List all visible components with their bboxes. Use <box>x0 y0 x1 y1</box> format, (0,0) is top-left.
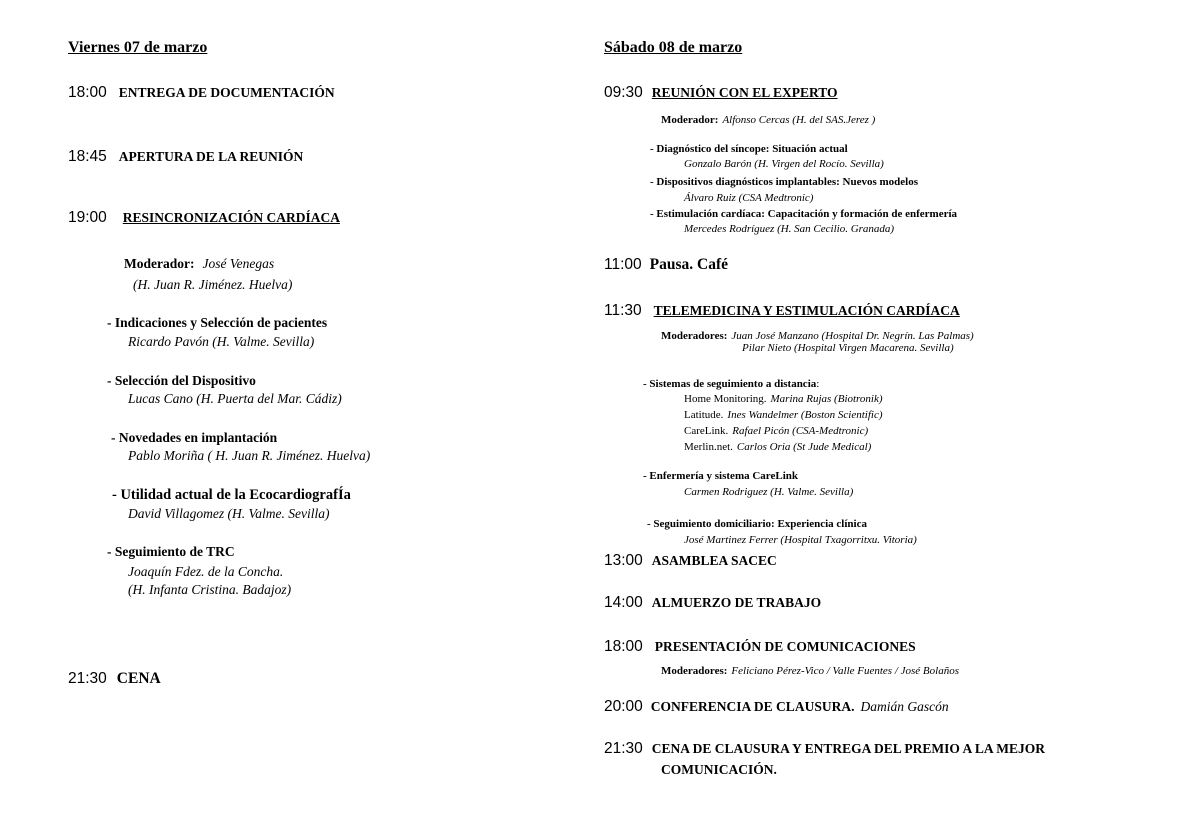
moderator-name: Alfonso Cercas (H. del SAS.Jerez ) <box>722 114 876 126</box>
system-name: Latitude. <box>684 409 724 421</box>
friday-entry-dinner <box>68 670 161 688</box>
talk-speaker: Ricardo Pavón (H. Valme. Sevilla) <box>128 334 315 349</box>
talk-speaker: Joaquín Fdez. de la Concha. <box>128 564 284 579</box>
topic-colon: : <box>816 378 820 390</box>
time-label: 20:00 <box>604 698 643 715</box>
friday-moderator <box>124 255 274 273</box>
talk-speaker: Mercedes Rodríguez (H. San Cecilio. Granada) <box>684 223 895 235</box>
talk-speaker: Lucas Cano (H. Puerta del Mar. Cádiz) <box>128 391 342 406</box>
session-title: RESINCRONIZACIÓN CARDÍACA <box>122 210 340 225</box>
session-title-continued: COMUNICACIÓN. <box>661 762 777 777</box>
session-title: ENTREGA DE DOCUMENTACIÓN <box>118 85 335 100</box>
moderator-affiliation: (H. Juan R. Jiménez. Huelva) <box>133 277 293 292</box>
conference-speaker: Damián Gascón <box>860 699 949 714</box>
time-label: 11:00 <box>604 256 642 273</box>
saturday-entry-expert <box>604 84 837 102</box>
session-title: Pausa. Café <box>649 256 728 273</box>
talk-topic: - Diagnóstico del síncope: Situación actual <box>650 143 848 155</box>
moderator-label: Moderador: <box>124 256 195 271</box>
expert-moderator <box>661 110 875 128</box>
talk-speaker-affiliation: (H. Infanta Cristina. Badajoz) <box>128 582 292 597</box>
talk-topic: - Indicaciones y Selección de pacientes <box>107 315 328 330</box>
time-label: 09:30 <box>604 84 643 101</box>
moderators-label: Moderadores: <box>661 330 728 342</box>
saturday-entry-communications <box>604 638 916 656</box>
talk-speaker: Álvaro Ruiz (CSA Medtronic) <box>684 192 814 204</box>
remote-system-item <box>684 437 871 455</box>
time-label: 21:30 <box>68 670 107 687</box>
time-label: 19:00 <box>68 209 107 226</box>
talk-topic: - Sistemas de seguimiento a distancia <box>643 378 817 390</box>
time-label: 14:00 <box>604 594 643 611</box>
talk-topic: - Utilidad actual de la EcocardiografÍa <box>112 487 351 503</box>
session-title: REUNIÓN CON EL EXPERTO <box>651 85 838 100</box>
time-label: 13:00 <box>604 552 643 569</box>
moderators-label: Moderadores: <box>661 665 728 677</box>
talk-topic: - Estimulación cardíaca: Capacitación y formación de enfermería <box>650 208 958 220</box>
moderator-label: Moderador: <box>661 114 719 126</box>
session-title: APERTURA DE LA REUNIÓN <box>118 149 304 164</box>
talk-topic: - Dispositivos diagnósticos implantables: Nuevos modelos <box>650 176 919 188</box>
moderator-name: Pilar Nieto (Hospital Virgen Macarena. Sevilla) <box>742 342 954 354</box>
session-title: TELEMEDICINA Y ESTIMULACIÓN CARDÍACA <box>653 303 960 318</box>
time-label: 18:45 <box>68 148 107 165</box>
moderator-name: Juan José Manzano (Hospital Dr. Negrín. Las Palmas) <box>731 330 974 342</box>
time-label: 11:30 <box>604 302 642 319</box>
session-title: CENA <box>116 670 161 687</box>
session-title: ASAMBLEA SACEC <box>651 553 777 568</box>
system-speaker: Ines Wandelmer (Boston Scientific) <box>727 409 883 421</box>
talk-speaker: Gonzalo Barón (H. Virgen del Rocío. Sevilla) <box>684 158 884 170</box>
talk-topic: - Seguimiento domiciliario: Experiencia clínica <box>647 518 867 530</box>
talk-speaker: José Martinez Ferrer (Hospital Txagorritxu. Vitoria) <box>684 534 917 546</box>
system-name: Merlin.net. <box>684 441 733 453</box>
talk-topic: - Novedades en implantación <box>111 430 278 445</box>
time-label: 21:30 <box>604 740 643 757</box>
system-speaker: Rafael Picón (CSA-Medtronic) <box>732 425 869 437</box>
session-title: PRESENTACIÓN DE COMUNICACIONES <box>654 639 916 654</box>
talk-speaker: Carmen Rodriguez (H. Valme. Sevilla) <box>684 486 854 498</box>
saturday-entry-closing-conference <box>604 698 949 716</box>
session-title: CENA DE CLAUSURA Y ENTREGA DEL PREMIO A LA MEJOR <box>651 741 1045 756</box>
system-speaker: Marina Rujas (Biotronik) <box>770 393 883 405</box>
talk-speaker: Pablo Moriña ( H. Juan R. Jiménez. Huelva) <box>128 448 371 463</box>
saturday-entry-telemedicine <box>604 302 960 320</box>
moderator-name: José Venegas <box>202 256 275 271</box>
time-label: 18:00 <box>604 638 643 655</box>
saturday-entry-closing-dinner <box>604 740 1045 758</box>
talk-topic: - Selección del Dispositivo <box>107 373 256 388</box>
saturday-header: Sábado 08 de marzo <box>604 39 743 56</box>
system-name: CareLink. <box>684 425 729 437</box>
saturday-entry-pause <box>604 256 728 274</box>
talk-topic: - Enfermería y sistema CareLink <box>643 470 798 482</box>
saturday-entry-assembly <box>604 552 777 570</box>
time-label: 18:00 <box>68 84 107 101</box>
system-name: Home Monitoring. <box>684 393 767 405</box>
comms-moderators <box>661 661 959 679</box>
session-title: CONFERENCIA DE CLAUSURA. <box>650 699 855 714</box>
moderator-names: Feliciano Pérez-Vico / Valle Fuentes / José Bolaños <box>731 665 959 677</box>
session-title: ALMUERZO DE TRABAJO <box>651 595 822 610</box>
saturday-entry-lunch <box>604 594 821 612</box>
friday-entry-documentation <box>68 84 335 102</box>
talk-speaker: David Villagomez (H. Valme. Sevilla) <box>128 506 330 521</box>
friday-entry-opening <box>68 148 303 166</box>
friday-header: Viernes 07 de marzo <box>68 39 208 56</box>
system-speaker: Carlos Oria (St Jude Medical) <box>736 441 872 453</box>
talk-topic: - Seguimiento de TRC <box>107 544 235 559</box>
friday-entry-resync <box>68 209 340 227</box>
